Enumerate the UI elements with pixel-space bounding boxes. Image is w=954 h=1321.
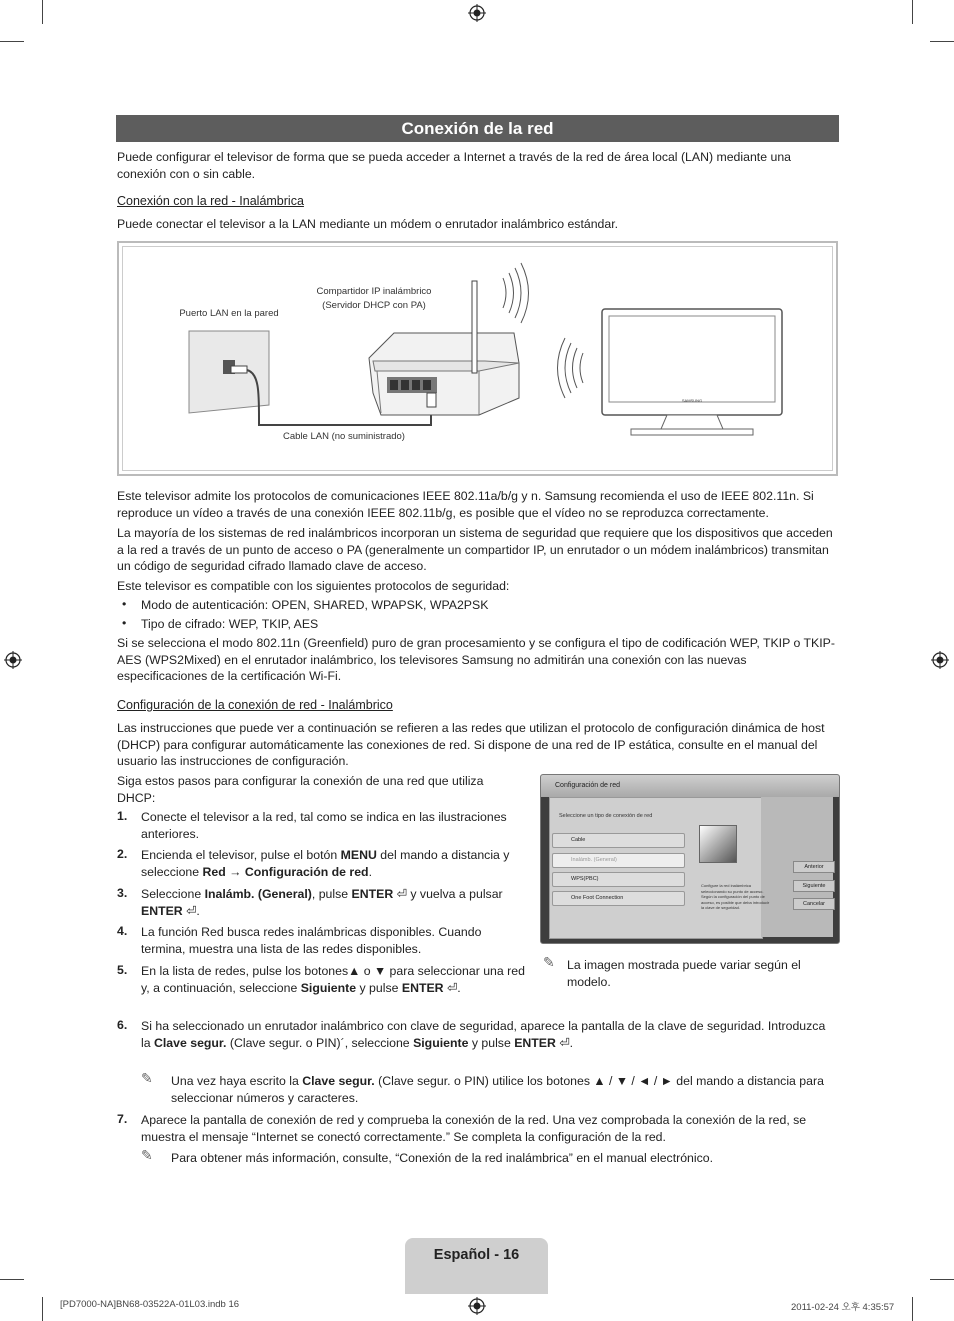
step-number: 6. [117,1018,128,1032]
step-7: Aparece la pantalla de conexión de red y comprueba la conexión de la red. Una vez comprobada la conexión de la red, se muestra el mensaje “Internet se conectó correctamente.” Se completa la configuración de la red. [141,1113,807,1144]
slug-right: 2011-02-24 오후 4:35:57 [791,1302,895,1313]
osd-cancel-button[interactable]: Cancelar [793,898,835,910]
osd-option-wps[interactable]: WPS(PBC) [552,872,685,887]
registration-mark-icon [468,4,486,22]
enter-icon: ⏎ [396,887,407,901]
osd-option-cable[interactable]: Cable [552,833,685,848]
step-5: En la lista de redes, pulse los botones▲ o ▼ para seleccionar una red y, a continuación, seleccione Siguiente y pulse ENTER ⏎. [141,964,525,995]
step-number: 4. [117,924,128,938]
access-point-label-line1: Compartidor IP inalámbrico [316,286,432,297]
step-number: 3. [117,886,128,900]
osd-prompt: Seleccione un tipo de conexión de red [559,813,653,819]
step-number: 5. [117,963,128,977]
paragraph-protocols: Este televisor admite los protocolos de comunicaciones IEEE 802.11a/b/g y n. Samsung recomienda el uso de IEEE 802.11n. Si reproduce un vídeo a través de una conexión IEEE 802.11b/g, es posible que el vídeo no se reproduzca correctamente. [117,489,814,520]
page-number-tab: Español - 16 [405,1238,548,1294]
slug-left: [PD7000-NA]BN68-03522A-01L03.indb 16 [60,1299,240,1310]
access-point-label-line2: (Servidor DHCP con PA) [322,300,426,311]
crop-mark [0,1279,24,1280]
paragraph-compat: Este televisor es compatible con los siguientes protocolos de seguridad: [117,579,510,593]
osd-option-one-foot[interactable]: One Foot Connection [552,891,685,906]
network-settings-screenshot [540,774,840,944]
step-6: Si ha seleccionado un enrutador inalámbrico con clave de seguridad, aparece la pantalla de la clave de seguridad. Introduzca la Clave segur. (Clave segur. o PIN)´, seleccione Siguiente y pulse ENTER ⏎. [141,1019,826,1050]
tv-brand-label: SAMSUNG [681,398,703,403]
crop-mark [0,41,24,42]
osd-next-button[interactable]: Siguiente [793,880,835,892]
cable-label: Cable LAN (no suministrado) [283,431,405,442]
step-4: La función Red busca redes inalámbricas disponibles. Cuando termina, muestra una lista de las redes disponibles. [141,925,482,956]
step-number: 2. [117,847,128,861]
bullet-cipher: Tipo de cifrado: WEP, TKIP, AES [141,617,319,631]
wall-port-label: Puerto LAN en la pared [179,308,279,319]
crop-mark [42,1297,43,1321]
step-7-note: Para obtener más información, consulte, “Conexión de la red inalámbrica” en el manual electrónico. [171,1151,714,1165]
osd-option-wireless[interactable]: Inalámb. (General) [552,853,685,868]
bullet-auth: Modo de autenticación: OPEN, SHARED, WPAPSK, WPA2PSK [141,598,489,612]
crop-mark [930,1279,954,1280]
step-number: 1. [117,809,128,823]
section-text-wireless: Puede conectar el televisor a la LAN mediante un módem o enrutador inalámbrico estándar. [117,217,619,231]
enter-icon: ⏎ [559,1035,570,1050]
note-pencil-icon: ✎ [141,1070,153,1086]
diagram-illustration [119,243,836,474]
paragraph-greenfield: Si se selecciona el modo 802.11n (Greenfield) puro de gran procesamiento y se configura el tipo de codificación WEP, TKIP o TKIP-AES (WPS2Mixed) en el enrutador inalámbrico, los televisores Samsung no admitirán una conexión con las nuevas especificaciones de la certificación Wi-Fi. [117,636,835,683]
note-pencil-icon: ✎ [543,954,555,970]
bullet-dot: • [122,597,127,611]
steps-lead: Siga estos pasos para configurar la conexión de una red que utiliza DHCP: [117,774,484,805]
step-6-note: Una vez haya escrito la Clave segur. (Clave segur. o PIN) utilice los botones ▲ / ▼ / ◄ / ► del mando a distancia para seleccionar números y caracteres. [171,1074,824,1105]
paragraph-security: La mayoría de los sistemas de red inalámbricos incorporan un sistema de seguridad que requiere que los dispositivos que acceden a la red a través de un punto de acceso o PA (generalmente un compartidor IP, un enrutador o un módem inalámbricos) transmitan un código de seguridad cifrado llamado clave de acceso. [117,526,833,573]
step-3: Seleccione Inalámb. (General), pulse ENTER ⏎ y vuelva a pulsar ENTER ⏎. [141,887,503,918]
crop-mark [912,1297,913,1321]
section-text-config: Las instrucciones que puede ver a continuación se refieren a las redes que utilizan el protocolo de configuración dinámica de host (DHCP) para configurar automáticamente las conexiones de red. Si dispone de una red de IP estática, consulte en el manual del usuario las instrucciones de configuración. [117,721,825,768]
crop-mark [912,0,913,24]
registration-mark-icon [4,651,22,669]
note-pencil-icon: ✎ [141,1147,153,1163]
step-number: 7. [117,1112,128,1126]
osd-preview-image [699,825,737,863]
osd-title: Configuración de red [555,782,620,789]
registration-mark-icon [931,651,949,669]
crop-mark [42,0,43,24]
osd-prev-button[interactable]: Anterior [793,861,835,873]
image-note: La imagen mostrada puede variar según el modelo. [567,958,801,989]
page-title: Conexión de la red [116,115,839,142]
osd-description: Configure la red inalámbrica seleccionando su punto de acceso. Según la configuración del punto de acceso, es posible que deba introducir la clave de seguridad. [701,883,770,910]
connection-diagram [117,241,838,476]
step-1: Conecte el televisor a la red, tal como se indica en las ilustraciones anteriores. [141,810,507,841]
crop-mark [930,41,954,42]
registration-mark-icon [468,1297,486,1315]
step-2: Encienda el televisor, pulse el botón MENU del mando a distancia y seleccione Red → Configuración de red. [141,848,510,879]
enter-icon: ⏎ [446,980,458,995]
bullet-dot: • [122,616,127,630]
section-heading-config: Configuración de la conexión de red - Inalámbrico [117,698,393,712]
intro-paragraph: Puede configurar el televisor de forma que se pueda acceder a Internet a través de la red de área local (LAN) mediante una conexión con o sin cable. [117,150,791,181]
section-heading-wireless: Conexión con la red - Inalámbrica [117,194,304,208]
enter-icon: ⏎ [186,903,197,918]
